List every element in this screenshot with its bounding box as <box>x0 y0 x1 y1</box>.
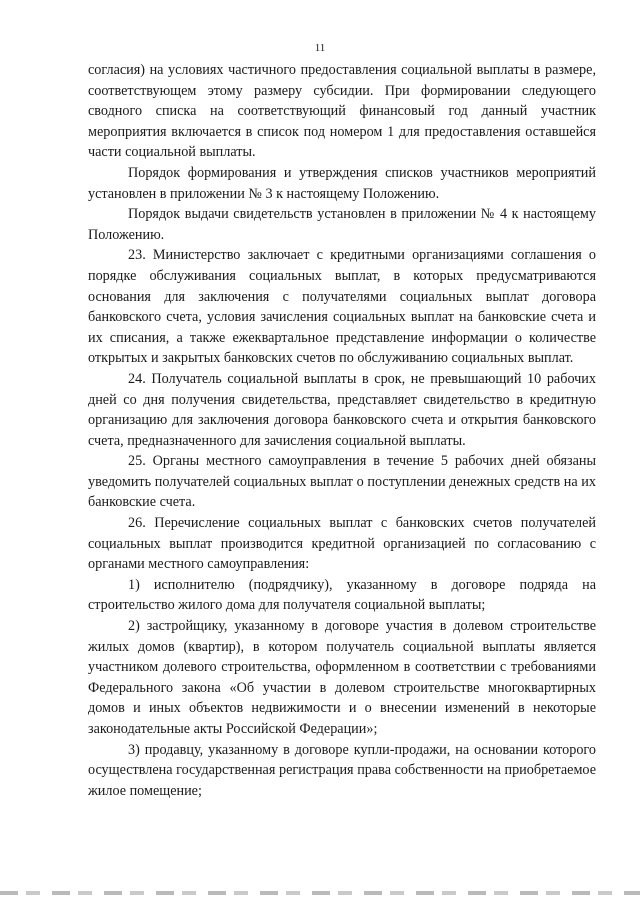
list-item-3: 3) продавцу, указанному в договоре купли-продажи, на основании которого осуществлена государственная регистрация права собственности на приобретаемое жилое помещение; <box>88 741 596 799</box>
page-number: 11 <box>314 42 326 54</box>
list-item-2: 2) застройщику, указанному в договоре участия в долевом строительстве жилых домов (квартир), в котором получатель социальной выплаты является участником долевого строительства, оформленном в соответствии с требованиями Федерального закона «Об участии в долевом строительстве многоквартирных домов и иных объектов недвижимости и о внесении изменений в некоторые законодательные акты Российской Федерации»; <box>88 618 596 737</box>
paragraph-25: 25. Органы местного самоуправления в течение 5 рабочих дней обязаны уведомить получателей социальных выплат о поступлении денежных средств на их банковские счета. <box>88 453 596 511</box>
paragraph-24: 24. Получатель социальной выплаты в срок, не превышающий 10 рабочих дней со дня получения свидетельства, представляет свидетельство в кредитную организацию для заключения договора банковского счета и открытия банковского счета, предназначенного для зачисления социальной выплаты. <box>88 370 596 449</box>
paragraph-certificates-procedure: Порядок выдачи свидетельств установлен в приложении № 4 к настоящему Положению. <box>88 206 596 243</box>
paragraph-subsidy-continuation: согласия) на условиях частичного предоставления социальной выплаты в размере, соответствующем этому размеру субсидии. При формировании следующего сводного списка на соответствующий финансовый год данный участник мероприятия включается в список под номером 1 для предоставления оставшейся части социальной выплаты. <box>88 62 596 161</box>
document-body <box>88 60 596 801</box>
paragraph-23: 23. Министерство заключает с кредитными организациями соглашения о порядке обслуживания социальных выплат, в которых предусматриваются основания для заключения с получателями социальных выплат договора банковского счета, условия зачисления социальных выплат на банковские счета и их списания, а также ежеквартальное представление информации о количестве открытых и закрытых банковских счетов по обслуживанию социальных выплат. <box>88 247 596 367</box>
scan-artifact-line <box>0 891 640 895</box>
paragraph-lists-procedure: Порядок формирования и утверждения списков участников мероприятий установлен в приложении № 3 к настоящему Положению. <box>88 164 596 202</box>
paragraph-26: 26. Перечисление социальных выплат с банковских счетов получателей социальных выплат производится кредитной организацией по согласованию с органами местного самоуправления: <box>88 515 596 573</box>
list-item-1: 1) исполнителю (подрядчику), указанному в договоре подряда на строительство жилого дома для получателя социальной выплаты; <box>88 576 596 614</box>
